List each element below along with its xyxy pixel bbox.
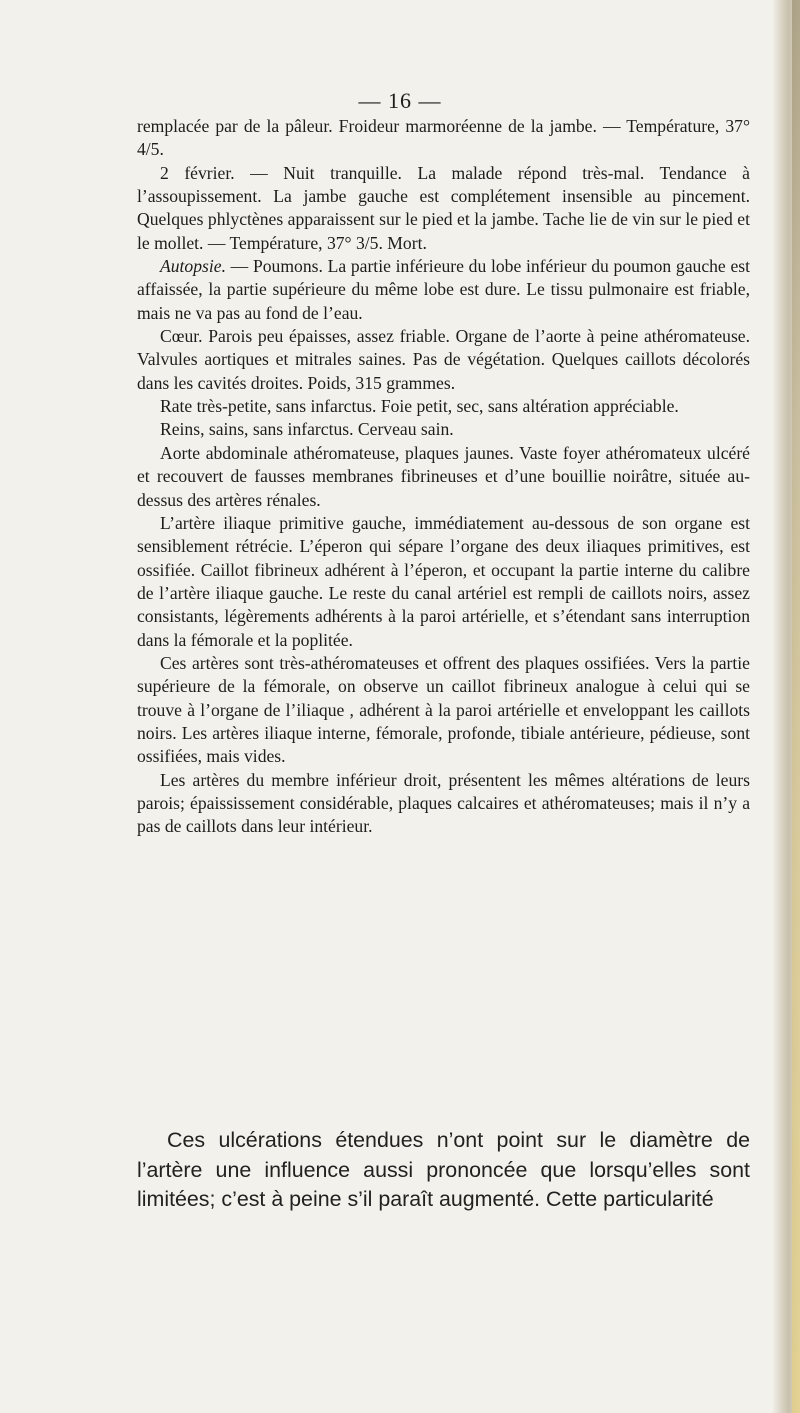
paragraph-6: Reins, sains, sans infarctus. Cerveau sain. [160,419,454,440]
paragraph-7: Aorte abdominale athéromateuse, plaques jaunes. Vaste foyer athéromateux ulcéré et recouvert de fausses membranes fibrineuses et d’une bouillie noirâtre, située au-dessus des artères rénales. [137,442,750,510]
page-number-header: — 16 — [358,88,442,113]
page-edge-binding [792,0,800,1413]
paragraph-3 [137,255,750,325]
paragraph-8: L’artère iliaque primitive gauche, immédiatement au-dessous de son organe est sensiblement rétrécie. L’éperon qui sépare l’organe des deux iliaques primitives, est ossifiée. Caillot fibrineux adhérent à l’éperon, et occupant la partie interne du calibre de l’artère iliaque gauche. Le reste du canal artériel est rempli de caillots noirs, assez consistants, légèrements adhérents à la paroi artérielle, et s’étendant sans interruption dans la fémorale et la poplitée. [137,512,750,650]
paragraph-5: Rate très-petite, sans infarctus. Foie petit, sec, sans altération appréciable. [160,396,679,417]
paragraph-2: 2 février. — Nuit tranquille. La malade répond très-mal. Tendance à l’assoupissement. La jambe gauche est complétement insensible au pincement. Quelques phlyctènes apparaissent sur le pied et la jambe. Tache lie de vin sur le pied et le mollet. — Température, 37° 3/5. Mort. [137,162,750,253]
paragraph-3-text: — Poumons. La partie inférieure du lobe inférieur du poumon gauche est affaissée, la partie supérieure du même lobe est dure. Le tissu pulmonaire est friable, mais ne va pas au fond de l’eau. [137,256,750,323]
autopsie-lead: Autopsie. [160,256,226,277]
body-text [137,115,750,839]
paragraph-9: Ces artères sont très-athéromateuses et offrent des plaques ossifiées. Vers la partie supérieure de la fémorale, on observe un caillot fibrineux analogue à celui qui se trouve à l’organe de l’iliaque , adhérent à la paroi artérielle et enveloppant les caillots noirs. Les artères iliaque interne, fémorale, profonde, tibiale antérieure, pédieuse, sont ossifiées, mais vides. [137,652,750,767]
large-paragraph: Ces ulcérations étendues n’ont point sur le diamètre de l’artère une influence aussi prononcée que lorsqu’elles sont limitées; c’est à peine s’il paraît augmenté. Cette particularité [137,1128,750,1211]
paragraph-4: Cœur. Parois peu épaisses, assez friable. Organe de l’aorte à peine athéromateuse. Valvules aortiques et mitrales saines. Pas de végétation. Quelques caillots décolorés dans les cavités droites. Poids, 315 grammes. [137,326,750,393]
paragraph-1: remplacée par de la pâleur. Froideur marmoréenne de la jambe. — Température, 37° 4/5. [137,116,750,160]
paragraph-10: Les artères du membre inférieur droit, présentent les mêmes altérations de leurs parois; épaississement considérable, plaques calcaires et athéromateuses; mais il n’y a pas de caillots dans leur intérieur. [137,769,750,837]
